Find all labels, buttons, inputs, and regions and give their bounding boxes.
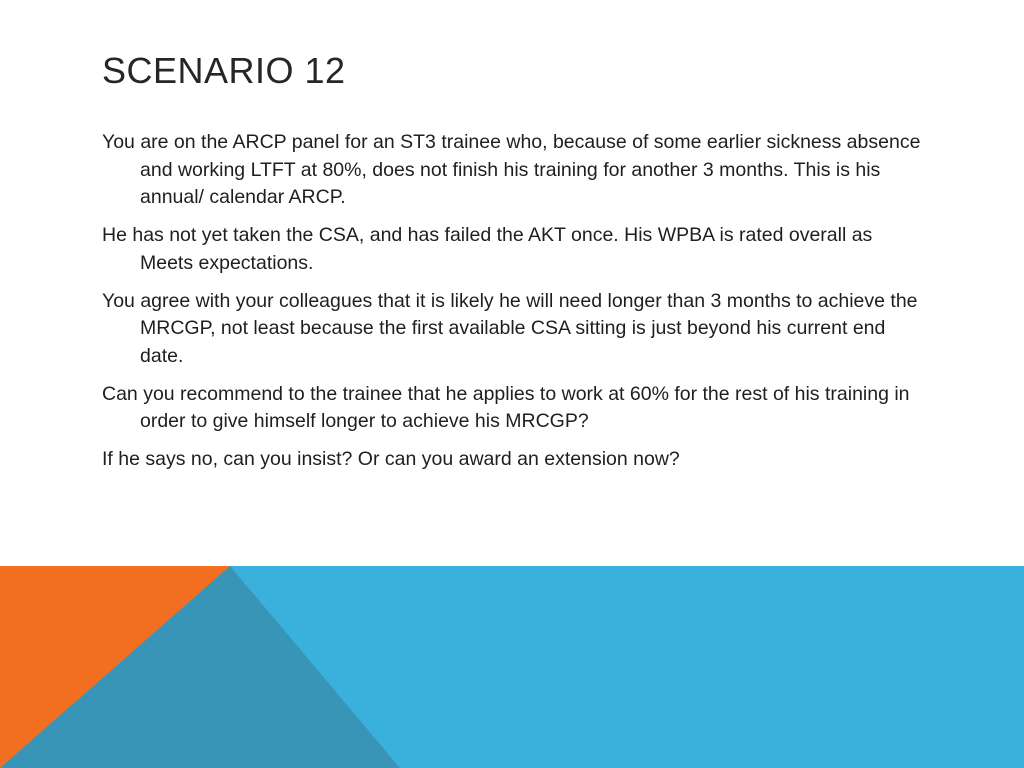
slide-body — [102, 129, 924, 484]
decorative-banner — [0, 566, 1024, 768]
paragraph: You agree with your colleagues that it is likely he will need longer than 3 months to achieve the MRCGP, not least because the first available CSA sitting is just beyond his current end date. — [102, 289, 918, 367]
paragraph: Can you recommend to the trainee that he applies to work at 60% for the rest of his training in order to give himself longer to achieve his MRCGP? — [102, 382, 910, 432]
paragraph: If he says no, can you insist? Or can you award an extension now? — [102, 448, 680, 470]
banner-graphic — [0, 566, 1024, 768]
paragraph: You are on the ARCP panel for an ST3 trainee who, because of some earlier sickness absence and working LTFT at 80%, does not finish his training for another 3 months. This is his annual/ calendar ARCP. — [102, 131, 921, 208]
slide-title: SCENARIO 12 — [102, 50, 346, 91]
paragraph: He has not yet taken the CSA, and has failed the AKT once. His WPBA is rated overall as Meets expectations. — [102, 224, 873, 274]
